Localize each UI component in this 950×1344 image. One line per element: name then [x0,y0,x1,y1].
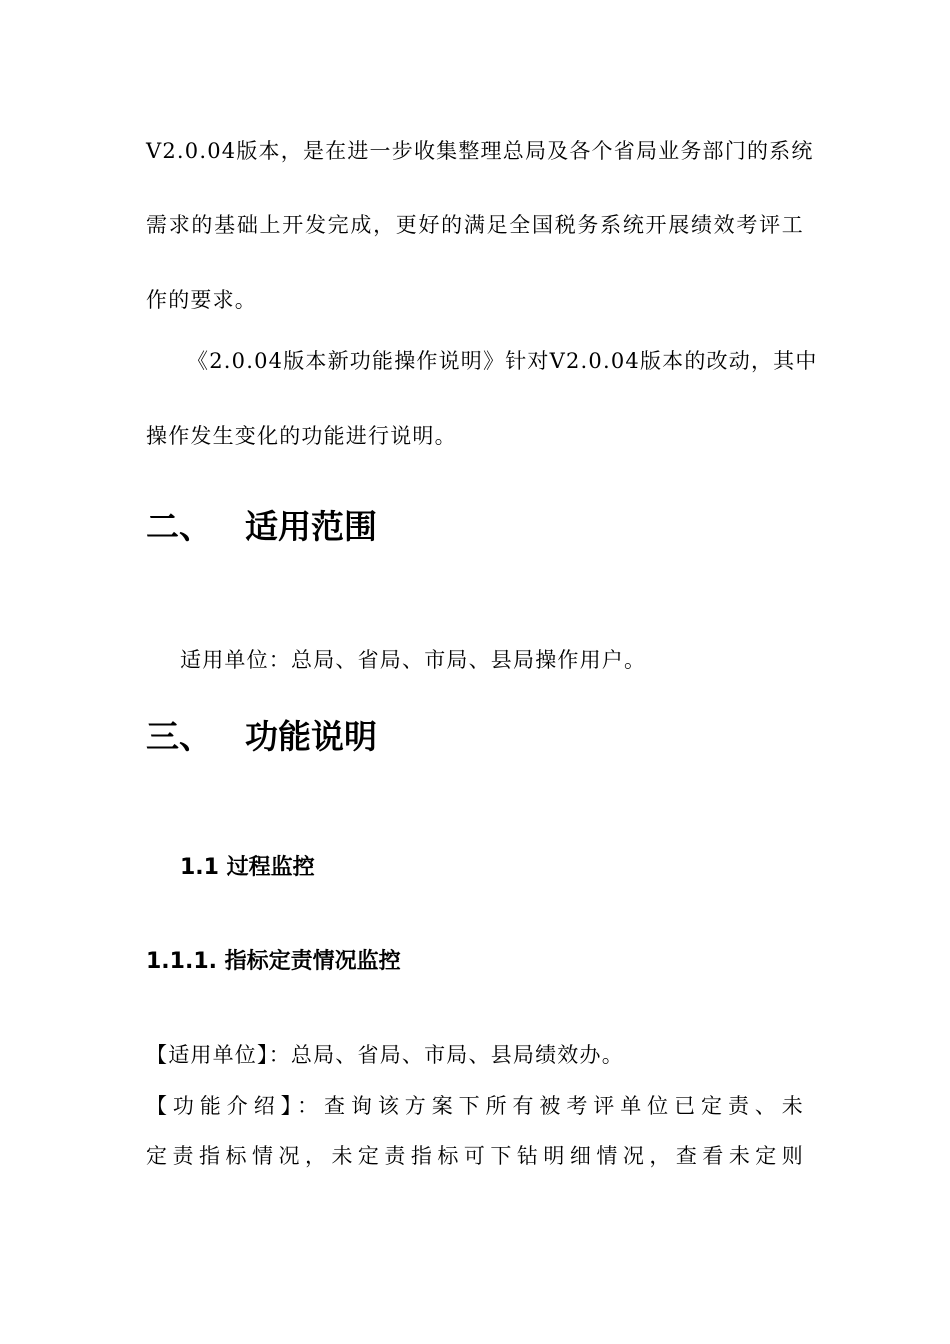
section-number: 二、 [146,507,212,546]
function-intro-line-1: 【功能介绍】：查询该方案下所有被考评单位已定责、未 [146,1094,804,1118]
section-number: 三、 [146,717,212,756]
intro-paragraph-line-1: V2.0.04版本，是在进一步收集整理总局及各个省局业务部门的系统 [146,139,814,163]
section-title: 适用范围 [245,507,377,546]
applicable-units-line: 【适用单位】：总局、省局、市局、县局绩效办。 [146,1043,624,1067]
section-heading-functions [146,717,377,757]
subsection-heading-process-monitoring: 1.1 过程监控 [180,855,315,880]
subsection-heading-indicator-monitoring: 1.1.1. 指标定责情况监控 [146,949,401,974]
function-intro-line-2: 定责指标情况，未定责指标可下钻明细情况，查看未定则 [146,1144,804,1168]
intro-paragraph-2-line-1: 《2.0.04版本新功能操作说明》针对V2.0.04版本的改动，其中 [187,349,818,373]
scope-body: 适用单位：总局、省局、市局、县局操作用户。 [180,648,647,672]
section-title: 功能说明 [245,717,377,756]
section-heading-scope [146,507,377,547]
intro-paragraph-line-2: 需求的基础上开发完成，更好的满足全国税务系统开展绩效考评工 [146,213,804,237]
intro-paragraph-2-line-2: 操作发生变化的功能进行说明。 [146,424,457,448]
intro-paragraph-line-3: 作的要求。 [146,288,257,312]
